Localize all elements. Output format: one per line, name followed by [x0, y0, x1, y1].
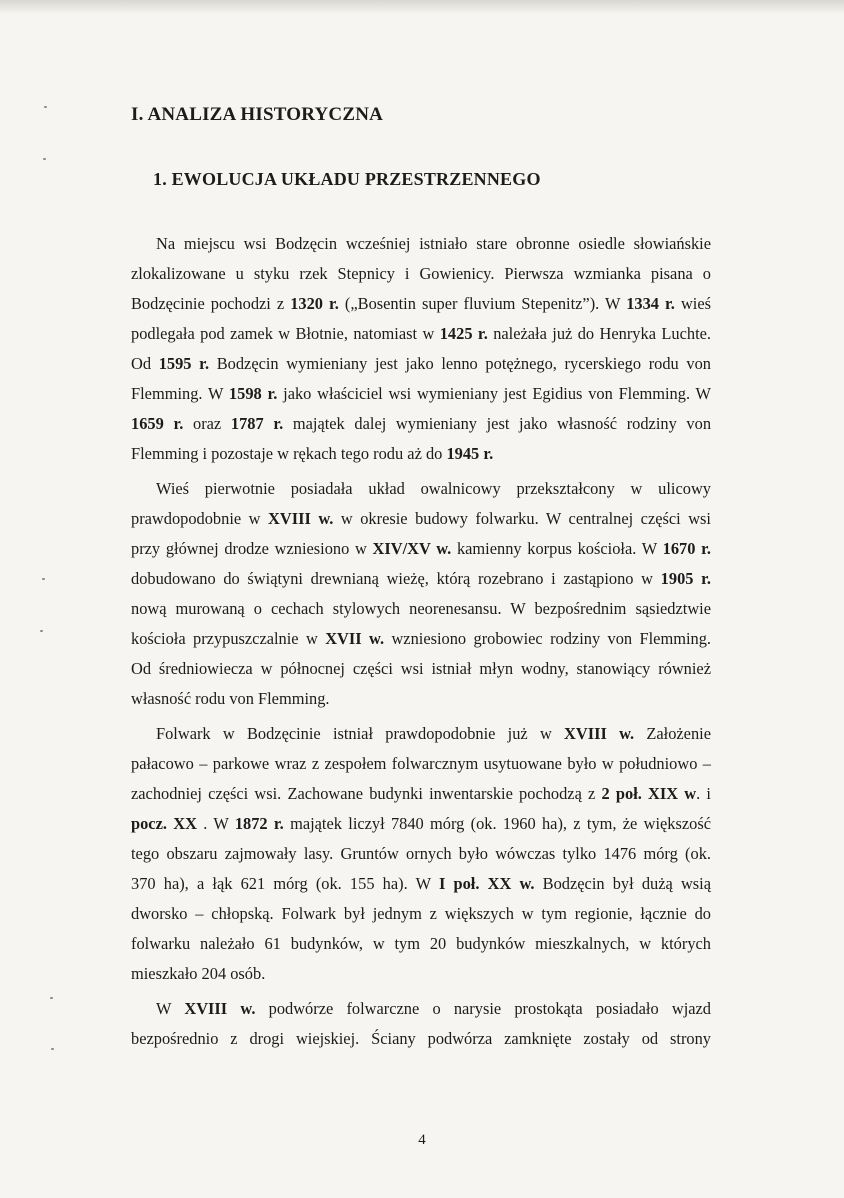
text-run: bezpośrednio z drogi wiejskiej. Ściany podwórza zamknięte zostały od strony [131, 1029, 711, 1048]
text-line [131, 624, 711, 654]
text-run: nową murowaną o cechach stylowych neorenesansu. W bezpośrednim sąsiedztwie [131, 599, 711, 618]
text-run: 370 ha), a łąk 621 mórg (ok. 155 ha). W [131, 874, 439, 893]
text-line [131, 564, 711, 594]
text-run: majątek liczył 7840 mórg (ok. 1960 ha), z tym, że większość [283, 814, 711, 833]
text-run: Flemming i pozostaje w rękach tego rodu aż do [131, 444, 447, 463]
scan-speck [43, 158, 46, 160]
text-run: („Bosentin super fluvium Stepenitz”). W [338, 294, 627, 313]
text-run: należała już do Henryka Luchte. [487, 324, 711, 343]
text-run: dobudowano do świątyni drewnianą wieżę, którą rozebrano i zastąpiono w [131, 569, 661, 588]
subsection-heading: 1. EWOLUCJA UKŁADU PRZESTRZENNEGO [153, 169, 541, 189]
text-run: folwarku należało 61 budynków, w tym 20 budynków mieszkalnych, w których [131, 934, 711, 953]
text-line [131, 929, 711, 959]
bold-text: 1334 r. [626, 294, 675, 313]
text-run: oraz [183, 414, 231, 433]
text-run: kamienny korpus kościoła. W [451, 539, 663, 558]
paragraph [131, 994, 711, 1054]
text-run: W [156, 999, 185, 1018]
text-run: Bodzęcin był dużą wsią [534, 874, 712, 893]
text-run: pałacowo – parkowe wraz z zespołem folwarcznym usytuowane było w południowo – [131, 754, 711, 773]
text-run: wieś [674, 294, 711, 313]
text-run: . W [196, 814, 235, 833]
bold-text: XVII w. [325, 629, 385, 648]
bold-text: I poł. XX w. [438, 874, 535, 893]
text-line [131, 439, 711, 469]
text-line [131, 684, 711, 714]
scan-speck [42, 578, 45, 580]
bold-text: 1787 r. [230, 414, 284, 433]
bold-text: XVIII w. [564, 724, 635, 743]
text-run: tego obszaru zajmowały lasy. Gruntów ornych było wówczas tylko 1476 mórg (ok. [131, 844, 711, 863]
text-line [131, 839, 711, 869]
text-line [131, 349, 711, 379]
bold-text: XVIII w. [268, 509, 334, 528]
text-run: majątek dalej wymieniany jest jako własność rodziny von [283, 414, 712, 433]
text-run: kościoła przypuszczalnie w [131, 629, 326, 648]
text-run: podlegała pod zamek w Błotnie, natomiast w [131, 324, 440, 343]
text-line [131, 474, 711, 504]
text-line [131, 959, 711, 989]
text-run: jako właściciel wsi wymieniany jest Egidius von Flemming. W [277, 384, 712, 403]
text-run: przy głównej drodze wzniesiono w [131, 539, 373, 558]
text-run: własność rodu von Flemming. [131, 689, 330, 708]
scan-edge-shadow [0, 0, 844, 14]
body-text [131, 229, 711, 1059]
text-run: Założenie [634, 724, 711, 743]
text-line [131, 869, 711, 899]
text-line [131, 594, 711, 624]
bold-text: pocz. XX [131, 814, 197, 833]
scan-speck [40, 630, 43, 632]
section-heading: I. ANALIZA HISTORYCZNA [131, 104, 384, 125]
paragraph [131, 229, 711, 469]
text-line [131, 319, 711, 349]
page-number: 4 [418, 1132, 426, 1148]
text-run: mieszkało 204 osób. [131, 964, 266, 983]
bold-text: 1598 r. [228, 384, 278, 403]
text-run: wzniesiono grobowiec rodziny von Flemming. [384, 629, 711, 648]
bold-text: 1659 r. [131, 414, 184, 433]
bold-text: 1595 r. [158, 354, 210, 373]
text-run: Wieś pierwotnie posiadała układ owalnicowy przekształcony w ulicowy [156, 479, 711, 498]
text-line [131, 259, 711, 289]
text-line [131, 994, 711, 1024]
scan-speck [51, 1048, 54, 1050]
bold-text: 1872 r. [234, 814, 284, 833]
text-line [131, 229, 711, 259]
text-run: Od średniowiecza w północnej części wsi istniał młyn wodny, stanowiący również [131, 659, 711, 678]
text-run: Bodzęcinie pochodzi z [131, 294, 291, 313]
text-line [131, 379, 711, 409]
bold-text: XVIII w. [184, 999, 256, 1018]
text-line [131, 779, 711, 809]
scan-speck [50, 997, 53, 999]
text-run: podwórze folwarczne o narysie prostokąta posiadało wjazd [255, 999, 711, 1018]
paragraph [131, 474, 711, 714]
text-line [131, 409, 711, 439]
bold-text: 1320 r. [290, 294, 339, 313]
text-run: prawdopodobnie w [131, 509, 269, 528]
text-run: Bodzęcin wymieniany jest jako lenno potężnego, rycerskiego rodu von [209, 354, 711, 373]
bold-text: 1425 r. [439, 324, 488, 343]
bold-text: 1945 r. [446, 444, 494, 463]
text-line [131, 654, 711, 684]
text-run: dworsko – chłopską. Folwark był jednym z większych w tym regionie, łącznie do [131, 904, 711, 923]
bold-text: 1905 r. [660, 569, 712, 588]
text-run: Flemming. W [131, 384, 229, 403]
text-run: w okresie budowy folwarku. W centralnej części wsi [333, 509, 711, 528]
text-run: zlokalizowane u styku rzek Stepnicy i Gowienicy. Pierwsza wzmianka pisana o [131, 264, 711, 283]
scan-speck [44, 106, 47, 108]
bold-text: 1670 r. [662, 539, 711, 558]
text-line [131, 534, 711, 564]
text-run: . i [696, 784, 711, 803]
text-line [131, 809, 711, 839]
text-run: Folwark w Bodzęcinie istniał prawdopodobnie już w [156, 724, 565, 743]
paragraph [131, 719, 711, 989]
bold-text: 2 poł. XIX w [601, 784, 697, 803]
text-line [131, 749, 711, 779]
text-line [131, 719, 711, 749]
text-run: Na miejscu wsi Bodzęcin wcześniej istniało stare obronne osiedle słowiańskie [156, 234, 711, 253]
text-run: zachodniej części wsi. Zachowane budynki inwentarskie pochodzą z [131, 784, 602, 803]
text-line [131, 1024, 711, 1054]
text-run: Od [131, 354, 159, 373]
bold-text: XIV/XV w. [372, 539, 452, 558]
text-line [131, 899, 711, 929]
text-line [131, 504, 711, 534]
text-line [131, 289, 711, 319]
